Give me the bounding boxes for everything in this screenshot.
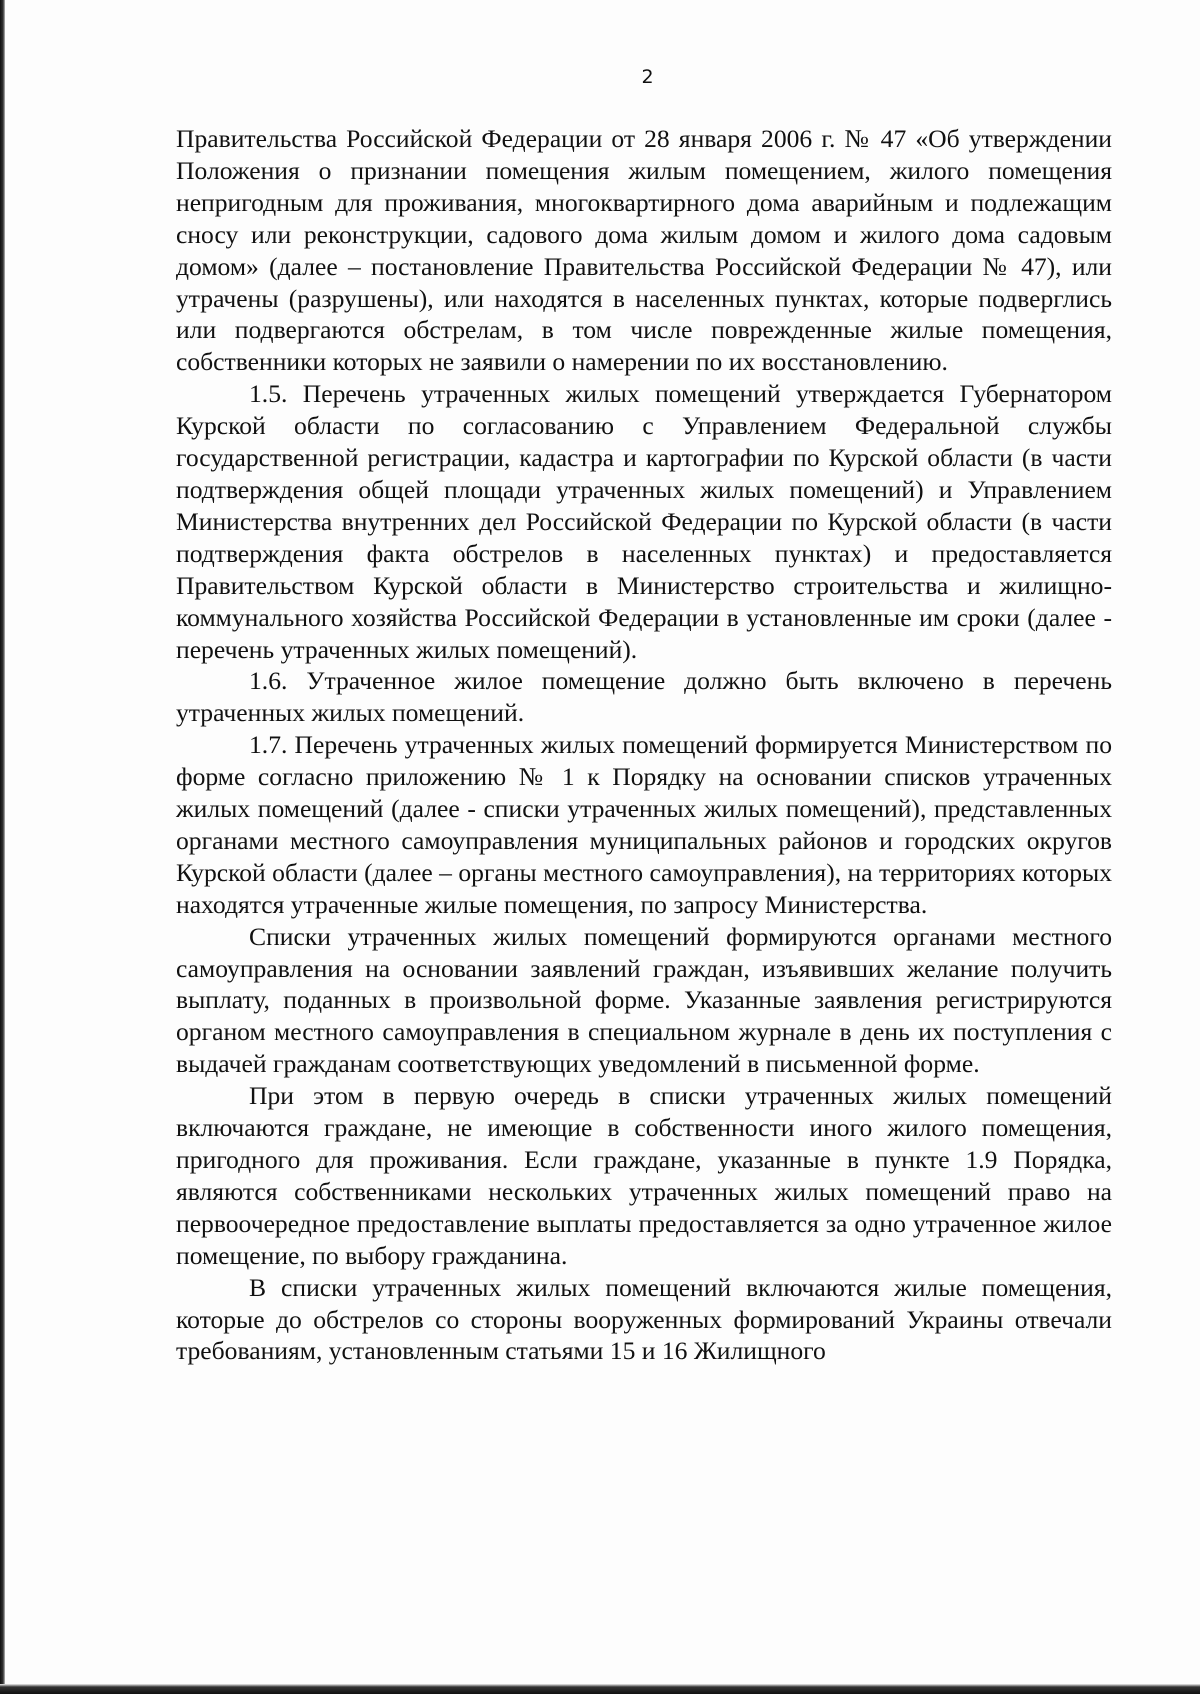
page-number: 2 — [641, 66, 654, 88]
paragraph-1-5: 1.5. Перечень утраченных жилых помещений утверждается Губернатором Курской области по согласованию с Управлением Федеральной службы государственной регистрации, кадастра и картографии по Курской области (в части подтверждения общей площади утраченных жилых помещений) и Управлением Министерства внутренних дел Российской Федерации по Курской области (в части подтверждения факта обстрелов в населенных пунктах) и предоставляется Правительством Курской области в Министерство строительства и жилищно-коммунального хозяйства Российской Федерации в установленные им сроки (далее - перечень утраченных жилых помещений). — [176, 379, 1112, 664]
scan-edge-bottom — [0, 1684, 1200, 1694]
paragraph-priority: При этом в первую очередь в списки утраченных жилых помещений включаются граждане, не имеющие в собственности иного жилого помещения, пригодного для проживания. Если граждане, указанные в пункте 1.9 Порядка, являются собственниками нескольких утраченных жилых помещений право на первоочередное предоставление выплаты предоставляется за одно утраченное жилое помещение, по выбору гражданина. — [176, 1081, 1112, 1270]
scan-edge-left — [0, 0, 5, 1694]
paragraph-1-7: 1.7. Перечень утраченных жилых помещений формируется Министерством по форме согласно приложению № 1 к Порядку на основании списков утраченных жилых помещений (далее - списки утраченных жилых помещений), представленных органами местного самоуправления муниципальных районов и городских округов Курской области (далее – органы местного самоуправления), на территориях которых находятся утраченные жилые помещения, по запросу Министерства. — [176, 730, 1112, 919]
paragraph-lists-formation: Списки утраченных жилых помещений формируются органами местного самоуправления на основании заявлений граждан, изъявивших желание получить выплату, поданных в произвольной форме. Указанные заявления регистрируются органом местного самоуправления в специальном журнале в день их поступления с выдачей гражданам соответствующих уведомлений в письменной форме. — [176, 921, 1112, 1079]
paragraph-inclusion-criteria: В списки утраченных жилых помещений включаются жилые помещения, которые до обстрелов со стороны вооруженных формирований Украины отвечали требованиям, установленным статьями 15 и 16 Жилищного — [176, 1272, 1112, 1366]
document-body — [176, 123, 1112, 1367]
paragraph-continuation: Правительства Российской Федерации от 28 января 2006 г. № 47 «Об утверждении Положения о признании помещения жилым помещением, жилого помещения непригодным для проживания, многоквартирного дома аварийным и подлежащим сносу или реконструкции, садового дома жилым домом и жилого дома садовым домом» (далее – постановление Правительства Российской Федерации № 47), или утрачены (разрушены), или находятся в населенных пунктах, которые подверглись или подвергаются обстрелам, в том числе поврежденные жилые помещения, собственники которых не заявили о намерении по их восстановлению. — [176, 124, 1112, 377]
paragraph-1-6: 1.6. Утраченное жилое помещение должно быть включено в перечень утраченных жилых помещений. — [176, 666, 1112, 728]
